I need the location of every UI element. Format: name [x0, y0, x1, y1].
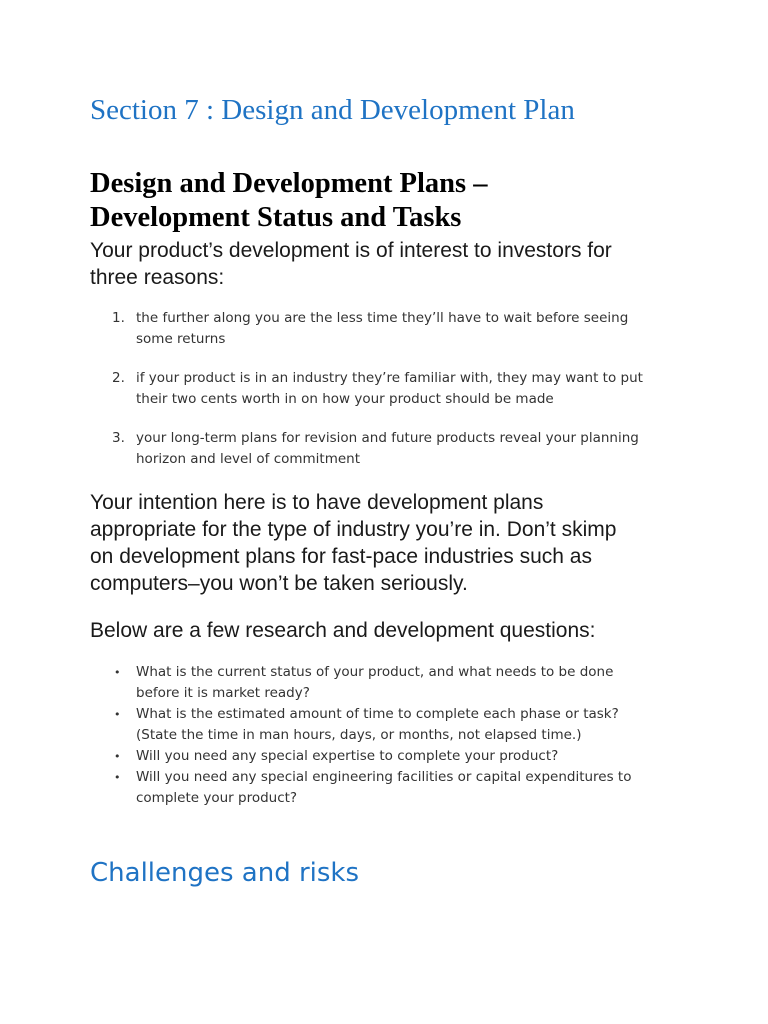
paragraph-line: computers–you won’t be taken seriously. — [90, 572, 468, 595]
list-item-line: your long-term plans for revision and future products reveal your planning — [136, 430, 639, 446]
intention-paragraph — [90, 489, 616, 597]
development-plans-heading — [90, 167, 487, 235]
intro-paragraph — [90, 237, 612, 291]
list-item-line: before it is market ready? — [136, 685, 310, 701]
list-item — [90, 662, 710, 704]
reasons-list — [90, 308, 710, 488]
bullet-icon: • — [114, 750, 121, 763]
list-item-text — [136, 767, 710, 809]
list-item-text — [136, 428, 710, 470]
list-item-line: some returns — [136, 331, 226, 347]
list-item-line: Will you need any special engineering facilities or capital expenditures to — [136, 769, 632, 785]
list-item-line: horizon and level of commitment — [136, 451, 361, 467]
paragraph-line: Your intention here is to have development plans — [90, 491, 544, 514]
bullet-icon: • — [114, 771, 121, 784]
list-item — [90, 767, 710, 809]
challenges-heading: Challenges and risks — [90, 858, 360, 888]
paragraph-line: three reasons: — [90, 266, 225, 289]
list-item-text — [136, 662, 710, 704]
list-item-line: Will you need any special expertise to complete your product? — [136, 748, 559, 764]
list-item-line: complete your product? — [136, 790, 298, 806]
paragraph-line: Your product’s development is of interest to investors for — [90, 239, 612, 262]
section-title: Section 7 : Design and Development Plan — [90, 94, 575, 126]
paragraph-line: on development plans for fast-pace industries such as — [90, 545, 592, 568]
bullet-icon: • — [114, 708, 121, 721]
list-item-line: their two cents worth in on how your product should be made — [136, 391, 554, 407]
heading-line: Design and Development Plans – — [90, 168, 488, 199]
paragraph-line: appropriate for the type of industry you’re in. Don’t skimp — [90, 518, 617, 541]
list-item — [90, 308, 710, 350]
list-item — [90, 704, 710, 746]
bullet-icon: • — [114, 666, 121, 679]
list-item — [90, 746, 710, 767]
list-item-line: if your product is in an industry they’re familiar with, they may want to put — [136, 370, 643, 386]
list-item-text — [136, 308, 710, 350]
list-item-line: the further along you are the less time they’ll have to wait before seeing — [136, 310, 629, 326]
list-item-text — [136, 704, 710, 746]
list-number: 2. — [112, 370, 125, 386]
list-item-line: What is the estimated amount of time to complete each phase or task? — [136, 706, 619, 722]
list-item-text — [136, 368, 710, 410]
paragraph-line: Below are a few research and development questions: — [90, 619, 596, 642]
list-number: 1. — [112, 310, 125, 326]
heading-line: Development Status and Tasks — [90, 202, 462, 233]
list-item — [90, 428, 710, 470]
list-item-line: (State the time in man hours, days, or months, not elapsed time.) — [136, 727, 582, 743]
list-item-text — [136, 746, 710, 767]
questions-intro-paragraph — [90, 617, 595, 644]
questions-list — [90, 662, 710, 809]
list-item-line: What is the current status of your product, and what needs to be done — [136, 664, 614, 680]
list-item — [90, 368, 710, 410]
list-number: 3. — [112, 430, 125, 446]
